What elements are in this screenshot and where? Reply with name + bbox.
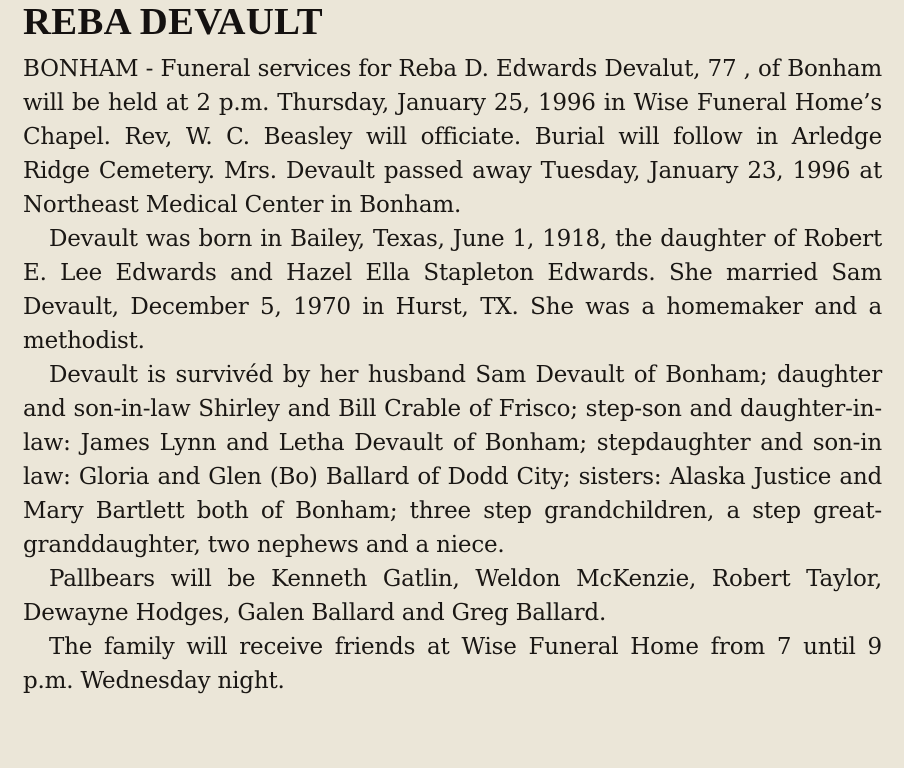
- obituary-paragraph-survivors: Devault is survivéd by her husband Sam Devault of Bonham; daughter and son-in-law Shirley and Bill Crable of Frisco; step-son and daughter-in-law: James Lynn and Letha Devault of Bonham; stepdaughter and son-in law: Gloria and Glen (Bo) Ballard of Dodd City; sisters: Alaska Justice and Mary Bartlett both of Bonham; three step grandchildren, a step great-granddaughter, two nephews and a niece.: [23, 362, 882, 558]
- obituary-paragraph-pallbearers: Pallbears will be Kenneth Gatlin, Weldon McKenzie, Robert Taylor, Dewayne Hodges, Galen Ballard and Greg Ballard.: [23, 566, 882, 626]
- obituary-headline: REBA DEVAULT: [23, 1, 323, 43]
- obituary-paragraph-services: BONHAM - Funeral services for Reba D. Edwards Devalut, 77 , of Bonham will be held at 2 p.m. Thursday, January 25, 1996 in Wise Funeral Home’s Chapel. Rev, W. C. Beasley will officiate. Burial will follow in Arledge Ridge Cemetery. Mrs. Devault passed away Tuesday, January 23, 1996 at Northeast Medical Center in Bonham.: [23, 56, 882, 218]
- obituary-paragraph-visitation: The family will receive friends at Wise Funeral Home from 7 until 9 p.m. Wednesday night.: [23, 634, 882, 694]
- obituary-paragraph-biography: Devault was born in Bailey, Texas, June 1, 1918, the daughter of Robert E. Lee Edwards and Hazel Ella Stapleton Edwards. She married Sam Devault, December 5, 1970 in Hurst, TX. She was a homemaker and a methodist.: [23, 226, 882, 354]
- obituary-body: [23, 52, 882, 698]
